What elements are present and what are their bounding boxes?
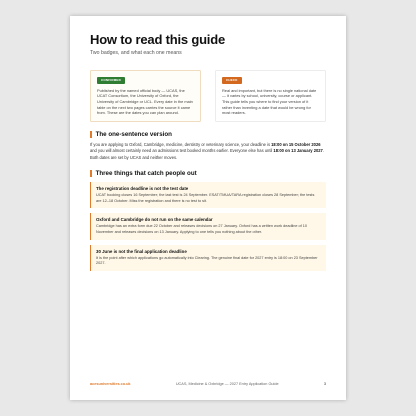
accent-bar [90, 131, 92, 138]
section-one-sentence-heading [90, 131, 326, 138]
footer-site-link[interactable]: acesuniversities.co.uk [90, 382, 131, 386]
callout-item [90, 182, 326, 208]
section-title: The one-sentence version [95, 131, 172, 138]
confirmed-badge-description: Published by the named official body — UCAS, the UCAT Consortium, the University of Oxford, the University of Cambridge or UCL. Every date in the main table on the next two pages carries the source it came from. These are the dates you can plan around. [97, 87, 193, 116]
document-page [70, 16, 346, 400]
check-badge: CHECK [222, 77, 242, 84]
paragraph-text: and you will almost certainly need an admissions test booked months earlier. Everyone else has until [90, 148, 274, 154]
callout-title: 30 June is not the final application deadline [96, 248, 187, 254]
callout-item [90, 213, 326, 239]
accent-bar [90, 170, 92, 177]
footer-guide-title: UCAS, Medicine & Oxbridge — 2027 Entry Application Guide [175, 382, 279, 386]
paragraph-text: If you are applying to Oxford, Cambridge, medicine, dentistry or veterinary science, your deadline is [90, 142, 272, 147]
callout-title: The registration deadline is not the test date [96, 186, 189, 192]
one-sentence-paragraph [90, 142, 326, 161]
confirmed-badge-card [90, 70, 201, 122]
paragraph-text: . Both dates are set by UCAS and neither moves. [90, 148, 324, 160]
callout-body: Cambridge has an extra form due 22 October and releases decisions on 27 January. Oxford has a written work deadline of 10 November and releases decisions on 13 January. Applying to one tells you nothing about the other. [96, 224, 307, 235]
page-footer [90, 382, 326, 386]
confirmed-badge: CONFIRMED [97, 77, 125, 84]
check-badge-card [215, 70, 326, 122]
section-catch-out-heading [90, 170, 326, 177]
page-number: 3 [323, 382, 326, 386]
callout-title: Oxford and Cambridge do not run on the same calendar [96, 217, 213, 223]
oxbridge-deadline: 18:00 on 15 October 2026 [271, 142, 321, 147]
general-deadline: 18:00 on 13 January 2027 [273, 148, 323, 154]
page-title: How to read this guide [90, 32, 225, 47]
page-subtitle: Two badges, and what each one means [90, 50, 182, 56]
callout-body: UCAT booking closes 16 September; the last test is 24 September. ESAT/TMUA/TARA registration closes 28 September; the tests are 12–18 October. Miss the registration and there is no test to sit. [96, 193, 315, 203]
badge-legend [90, 70, 326, 122]
callout-item [90, 245, 326, 271]
check-badge-description: Real and important, but there is no single national date — it varies by school, university, course or applicant. This guide tells you where to find your version of it rather than inventing a date that would be wrong for most readers. [222, 87, 317, 116]
section-title: Three things that catch people out [95, 170, 197, 178]
callout-body: It is the point after which applications go automatically into Clearing. The genuine final date for 2027 entry is 18:00 on 23 September 2027. [96, 255, 318, 266]
